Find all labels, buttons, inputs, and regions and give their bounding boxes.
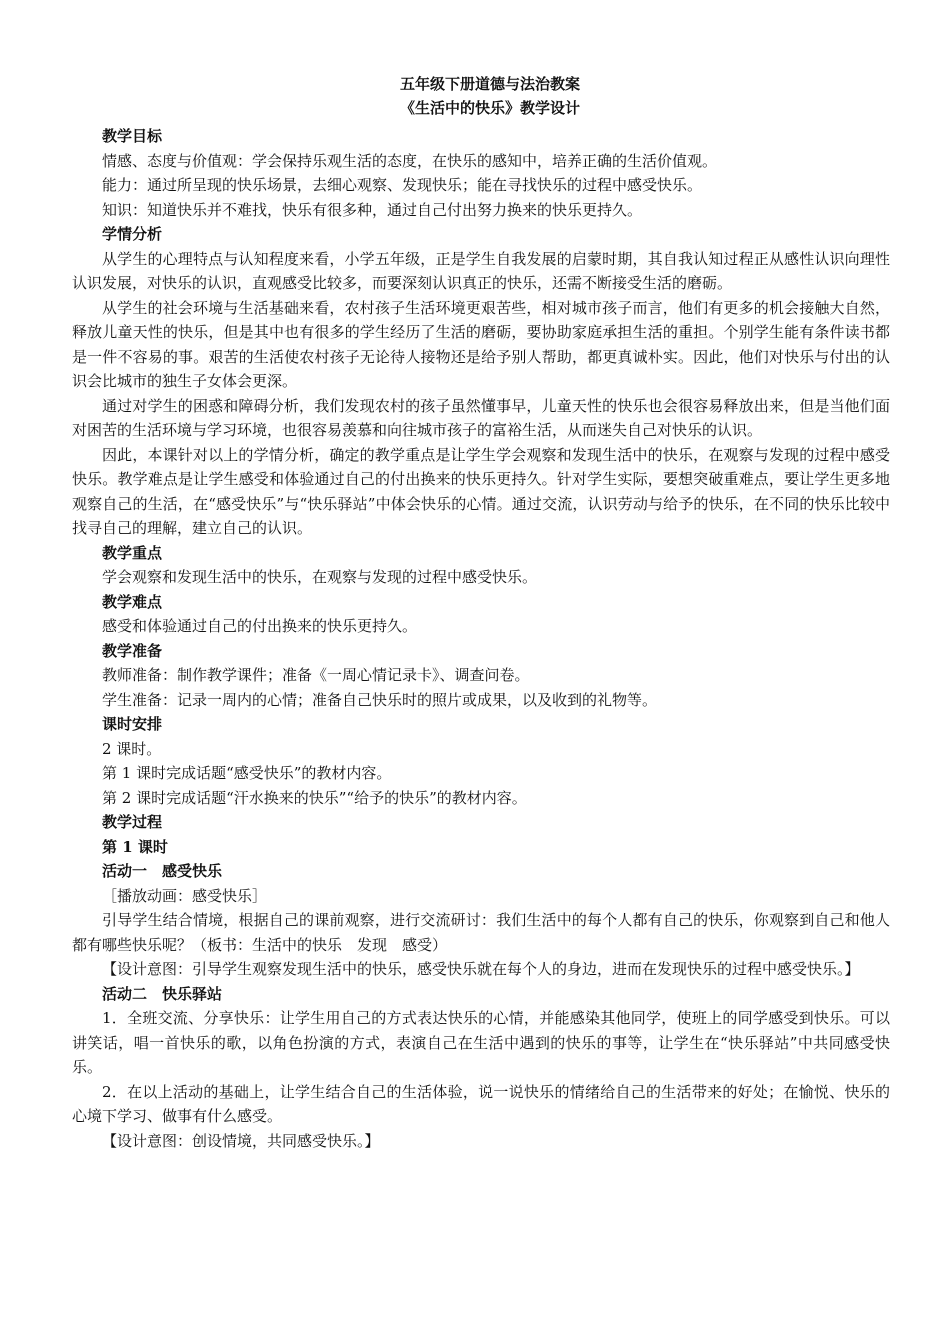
paragraph: 从学生的心理特点与认知程度来看，小学五年级，正是学生自我发展的启蒙时期，其自我认知过程正从感性认识向理性认识发展，对快乐的认识，直观感受比较多，而要深刻认识真正的快乐，还需不断接受生活的磨砺。 — [72, 249, 890, 292]
paragraph: 第 2 课时完成话题“汗水换来的快乐”“给予的快乐”的教材内容。 — [102, 788, 527, 807]
paragraph: 知识：知道快乐并不难找，快乐有很多种，通过自己付出努力换来的快乐更持久。 — [102, 200, 643, 219]
paragraph: 学会观察和发现生活中的快乐，在观察与发现的过程中感受快乐。 — [102, 568, 538, 586]
section-heading: 教学重点 — [102, 543, 163, 562]
paragraph: 1．全班交流、分享快乐：让学生用自己的方式表达快乐的心情，并能感染其他同学，使班上的同学感受到快乐。可以讲笑话，唱一首快乐的歌，以角色扮演的方式，表演自己在生活中遇到的快乐的事等，让学生在“快乐驿站”中共同感受快乐。 — [72, 1009, 890, 1076]
section-heading: 活动一 感受快乐 — [102, 862, 223, 880]
section-heading: 活动二 快乐驿站 — [102, 984, 223, 1003]
paragraph: 第 1 课时完成话题“感受快乐”的教材内容。 — [102, 764, 392, 782]
paragraph: 引导学生结合情境，根据自己的课前观察，进行交流研讨：我们生活中的每个人都有自己的快乐，你观察到自己和他人都有哪些快乐呢？（板书：生活中的快乐 发现 感受） — [72, 911, 890, 954]
paragraph: 通过对学生的困惑和障碍分析，我们发现农村的孩子虽然懂事早，儿童天性的快乐也会很容易释放出来，但是当他们面对困苦的生活环境与学习环境，也很容易羡慕和向往城市孩子的富裕生活，从而迷失自己对快乐的认识。 — [72, 396, 890, 439]
paragraph: 因此，本课针对以上的学情分析，确定的教学重点是让学生学会观察和发现生活中的快乐，在观察与发现的过程中感受快乐。教学难点是让学生感受和体验通过自己的付出换来的快乐更持久。针对学生实际，要想突破重难点，要让学生更多地观察自己的生活，在“感受快乐”与“快乐驿站”中体会快乐的心情。通过交流，认识劳动与给予的快乐，在不同的快乐比较中找寻自己的理解，建立自己的认识。 — [72, 445, 890, 537]
section-heading: 学情分析 — [102, 225, 163, 243]
paragraph: 能力：通过所呈现的快乐场景，去细心观察、发现快乐；能在寻找快乐的过程中感受快乐。 — [102, 176, 703, 194]
paragraph: 情感、态度与价值观：学会保持乐观生活的态度，在快乐的感知中，培养正确的生活价值观。 — [102, 151, 718, 170]
section-heading: 教学难点 — [102, 592, 163, 611]
section-heading: 教学过程 — [102, 813, 163, 831]
paragraph: ［播放动画：感受快乐］ — [102, 886, 268, 905]
document-title: 五年级下册道德与法治教案 — [399, 75, 580, 93]
paragraph: 学生准备：记录一周内的心情；准备自己快乐时的照片或成果，以及收到的礼物等。 — [102, 690, 658, 709]
document-body — [72, 124, 890, 1153]
paragraph: 2．在以上活动的基础上，让学生结合自己的生活体验，说一说快乐的情绪给自己的生活带来的好处；在愉悦、快乐的心境下学习、做事有什么感受。 — [72, 1082, 890, 1125]
document-subtitle: 《生活中的快乐》教学设计 — [399, 99, 580, 117]
paragraph: 【设计意图：创设情境，共同感受快乐。】 — [102, 1131, 380, 1150]
section-heading: 课时安排 — [102, 715, 163, 733]
paragraph: 【设计意图：引导学生观察发现生活中的快乐，感受快乐就在每个人的身边，进而在发现快乐的过程中感受快乐。】 — [102, 960, 860, 978]
section-heading: 第 1 课时 — [102, 837, 168, 856]
paragraph: 教师准备：制作教学课件；准备《一周心情记录卡》、调查问卷。 — [102, 666, 530, 684]
paragraph: 从学生的社会环境与生活基础来看，农村孩子生活环境更艰苦些，相对城市孩子而言，他们有更多的机会接触大自然，释放儿童天性的快乐，但是其中也有很多的学生经历了生活的磨砺，要协助家庭承担生活的重担。个别学生能有条件读书都是一件不容易的事。艰苦的生活使农村孩子无论待人接物还是给予别人帮助，都更真诚朴实。因此，他们对快乐与付出的认识会比城市的独生子女体会更深。 — [72, 298, 890, 390]
section-heading: 教学目标 — [102, 127, 163, 145]
paragraph: 感受和体验通过自己的付出换来的快乐更持久。 — [102, 617, 418, 635]
section-heading: 教学准备 — [102, 641, 163, 660]
paragraph: 2 课时。 — [102, 739, 162, 758]
